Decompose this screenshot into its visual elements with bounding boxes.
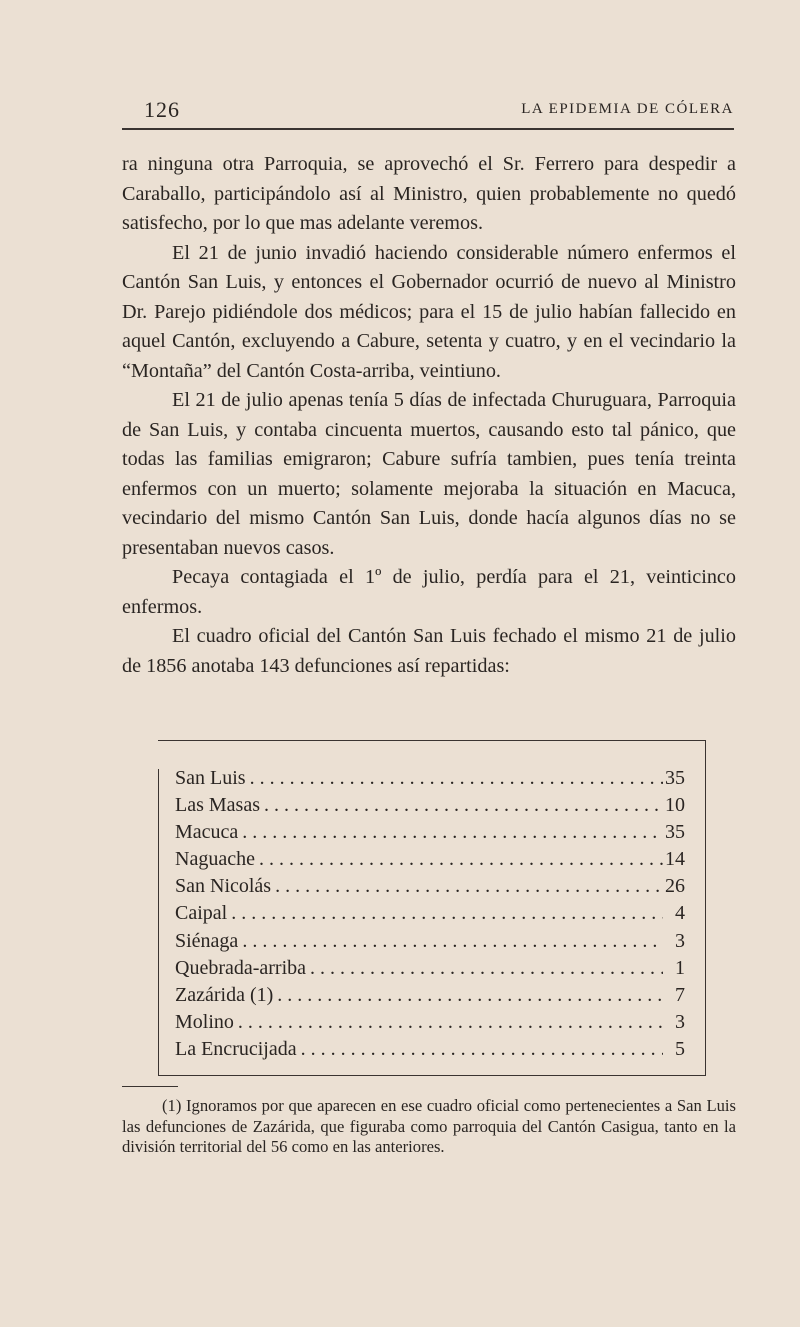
row-value: 4 [675,902,685,925]
running-title: LA EPIDEMIA DE CÓLERA [521,101,734,117]
leader-dots [271,875,663,898]
footnote-text: (1) Ignoramos por que aparecen en ese cuadro oficial como pertenecientes a San Luis las defunciones de Zazárida, que figuraba como parroquia del Cantón Casigua, tanto en la división territorial del 56 como en las anteriores. [122,1096,736,1156]
row-name: Naguache [175,848,255,871]
deaths-table [158,740,706,1076]
paragraph: El cuadro oficial del Cantón San Luis fechado el mismo 21 de julio de 1856 anotaba 143 defunciones así repartidas: [122,625,736,677]
header-rule [122,128,734,130]
table-row [175,848,685,875]
paragraph: El 21 de junio invadió haciendo considerable número enfermos el Cantón San Luis, y entonces el Gobernador ocurrió de nuevo al Ministro Dr. Parejo pidiéndole dos médicos; para el 15 de julio habían fallecido en aquel Cantón, excluyendo a Cabure, setenta y cuatro, y en el vecindario la “Montaña” del Cantón Costa-arriba, veintiuno. [122,241,736,382]
leader-dots [227,902,663,925]
paragraph: Pecaya contagiada el 1º de julio, perdía para el 21, veinticinco enfermos. [122,566,736,618]
table-row [175,957,685,984]
leader-dots [255,848,663,871]
row-name: Molino [175,1010,234,1033]
table-row [175,902,685,929]
leader-dots [260,794,663,817]
leader-dots [297,1038,663,1061]
table-row [175,930,685,957]
row-value: 14 [665,848,685,871]
table-row [175,821,685,848]
paragraph: El 21 de julio apenas tenía 5 días de infectada Churuguara, Parroquia de San Luis, y contaba cincuenta muertos, causando esto tal pánico, que todas las familias emigraron; Cabure sufría tambien, pues tenía treinta enfermos con un muerto; solamente mejoraba la situación en Macuca, vecindario del mismo Cantón San Luis, donde hacía algunos días no se presentaban nuevos casos. [122,389,736,559]
row-value: 3 [675,1010,685,1033]
leader-dots [234,1011,663,1034]
table-row [175,875,685,902]
row-name: Macuca [175,821,239,844]
row-name: Las Masas [175,794,260,817]
table-row [175,794,685,821]
row-value: 5 [675,1037,685,1060]
row-name: Zazárida (1) [175,983,274,1006]
leader-dots [238,930,663,953]
footnote [122,1096,736,1158]
row-value: 35 [665,821,685,844]
leader-dots [238,821,663,844]
paragraph-continuation: ra ninguna otra Parroquia, se aprovechó el Sr. Ferrero para despedir a Caraballo, participándolo así al Ministro, quien probablemente no quedó satisfecho, por lo que mas adelante veremos. [122,153,736,234]
page-header [122,97,734,127]
row-name: San Nicolás [175,875,272,898]
body-text [122,150,736,681]
row-name: La Encrucijada [175,1037,297,1060]
row-name: San Luis [175,767,246,789]
leader-dots [273,984,663,1007]
row-value: 10 [665,794,685,817]
table-row [175,767,685,794]
row-value: 7 [675,983,685,1006]
table-rows [175,767,685,1065]
table-left-rule [158,769,159,1075]
table-row [175,984,685,1011]
page-number: 126 [144,97,180,122]
row-name: Quebrada-arriba [175,956,307,979]
row-value: 26 [665,875,685,898]
footnote-rule [122,1086,178,1087]
leader-dots [246,767,663,790]
row-value: 35 [665,767,685,789]
row-name: Siénaga [175,929,239,952]
row-value: 1 [675,956,685,979]
row-value: 3 [675,929,685,952]
table-row [175,1011,685,1038]
row-name: Caipal [175,902,228,925]
leader-dots [306,957,663,980]
table-row [175,1038,685,1065]
